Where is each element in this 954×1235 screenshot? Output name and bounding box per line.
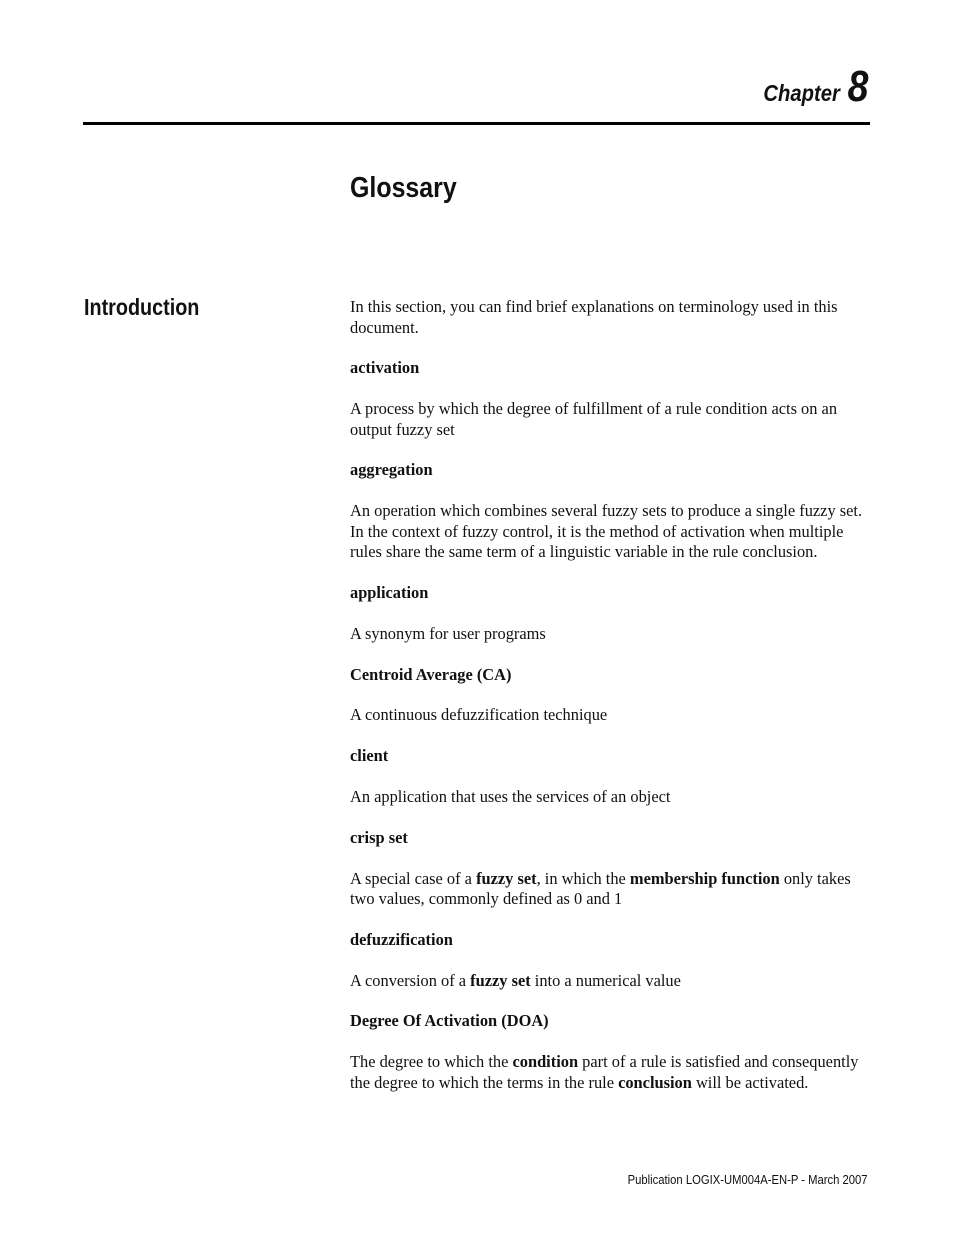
glossary-term: aggregation (350, 460, 433, 480)
term-reference: condition (512, 1052, 579, 1072)
glossary-definition: A continuous defuzzification technique (350, 705, 608, 725)
glossary-definition: An application that uses the services of an object (350, 786, 671, 806)
glossary-definition: A process by which the degree of fulfillment of a rule condition acts on an output fuzzy set (350, 399, 838, 439)
chapter-header (753, 62, 868, 112)
glossary-term: defuzzification (350, 929, 453, 949)
chapter-number: 8 (847, 62, 868, 111)
glossary-definition: An operation which combines several fuzzy sets to produce a single fuzzy set. In the context of fuzzy control, it is the method of activation when multiple rules share the same term of a linguistic variable in the rule conclusion. (350, 501, 863, 562)
glossary-term: application (350, 582, 429, 602)
glossary-term: Centroid Average (CA) (350, 664, 512, 684)
header-rule (83, 122, 870, 125)
term-reference: fuzzy set (476, 868, 537, 888)
glossary-content (350, 297, 870, 1114)
intro-paragraph: In this section, you can find brief explanations on terminology used in this document. (350, 297, 838, 337)
glossary-term: Degree Of Activation (DOA) (350, 1011, 549, 1031)
section-heading: Introduction (84, 294, 200, 320)
term-reference: fuzzy set (470, 970, 531, 990)
glossary-term: crisp set (350, 827, 408, 847)
glossary-term: client (350, 746, 389, 766)
glossary-definition: A special case of a fuzzy set, in which the membership function only takes two values, commonly defined as 0 and 1 (350, 868, 851, 909)
glossary-definition: The degree to which the condition part of a rule is satisfied and consequently the degree to which the terms in the rule conclusion will be activated. (350, 1052, 859, 1092)
publication-footer: Publication LOGIX-UM004A-EN-P - March 2007 (628, 1173, 868, 1187)
glossary-definition: A synonym for user programs (350, 623, 546, 643)
term-reference: membership function (629, 868, 780, 888)
glossary-term: activation (350, 358, 420, 378)
chapter-label: Chapter (763, 80, 840, 106)
page-title: Glossary (350, 172, 457, 204)
glossary-definition: A conversion of a fuzzy set into a numerical value (350, 970, 681, 990)
term-reference: conclusion (618, 1072, 692, 1092)
